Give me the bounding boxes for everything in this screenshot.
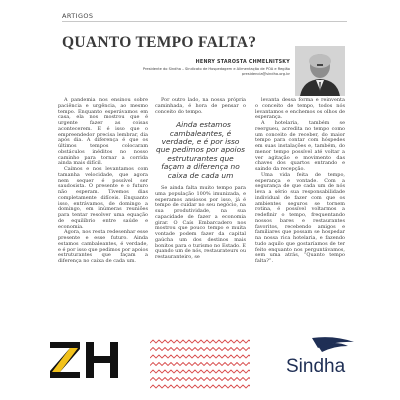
paragraph: Por outro lado, na nossa própria caminhada, é hora de pensar o conceito do tempo. bbox=[155, 97, 246, 115]
paragraph: Agora, nos resta redesenhar esse presente e esse futuro. Ainda estamos cambaleantes, é verdade, e é por isso que pedimos por apoios estruturantes que façam a diferença no caixa de cada um. bbox=[58, 229, 148, 264]
zigzag-line bbox=[150, 385, 250, 388]
zh-logo bbox=[48, 340, 122, 380]
zigzag-line bbox=[150, 348, 250, 351]
section-divider bbox=[62, 21, 347, 22]
article-column-3 bbox=[255, 98, 345, 265]
zigzag-line bbox=[150, 340, 250, 343]
author-portrait bbox=[295, 46, 345, 96]
author-role: Presidente do Sindha – Sindicato de Hospedagem e Alimentação de POA e Região bbox=[142, 67, 290, 71]
article-column-2 bbox=[155, 98, 246, 261]
paragraph: A pandemia nos ensinou sobre paciência e urgência, ao mesmo tempo. Enquanto esperávamos em casa, ela nos mostrou que é urgente fazer as coisas acontecerem. E é isso que o empreendedor precisa lembrar, dia após dia. A diferença é que os últimos tempos colocaram obstáculos inéditos no nosso caminho para tornar a corrida ainda mais difícil. bbox=[58, 97, 148, 167]
zigzag-line bbox=[150, 378, 250, 381]
zigzag-line bbox=[150, 363, 250, 366]
article-column-1 bbox=[58, 98, 148, 265]
paragraph: levanta dessa forma e reinventa o conceito de tempo, todos nós levantamos e enchemos os olhos de esperança. bbox=[255, 97, 345, 121]
paragraph: Se ainda falta muito tempo para uma população 100% imunizada, e esperamos ansiosos por isso, já é tempo de cuidar no seu negócio, na sua produtividade, na sua capacidade de fazer a economia girar. O Caís Embarcadero nos mostrou que pouco tempo e muita vontade podem fazer da capital gaúcha um dos destinos mais bonitos para o turismo no Estado. E quando um de nós, restaurateurs ou restauranteiro, se bbox=[155, 185, 247, 261]
author-name: HENRY STAROSTA CHMELNITSKY bbox=[195, 60, 290, 65]
author-byline bbox=[138, 60, 290, 76]
paragraph: Uma vida feita de tempo, esperança e vontade. Com a segurança de que cada um de nós leva a sério sua responsabilidade individual de fazer com que os ambientes seguros se tornem rotina, é possível voltarmos a redefinir o tempo, frequentando nossos bares e restaurantes favoritos, recebendo amigos e familiares que possam se hospedar na nossa rica hotelaria, e fazendo tudo aquilo que gostaríamos de ter feito enquanto nos perguntávamos, sem uma atrás, “Quanto tempo falta?”. bbox=[255, 171, 345, 264]
sindha-logo bbox=[282, 334, 372, 378]
article-headline: QUANTO TEMPO FALTA? bbox=[62, 34, 257, 51]
author-email: presidencia@sindha.org.br bbox=[241, 72, 290, 76]
section-label: ARTIGOS bbox=[62, 12, 94, 20]
sindha-wordmark: Sindha bbox=[286, 356, 346, 377]
paragraph: A hotelaria, também se reergueu, acredita no tempo como um conceito de receber, do maior tempo para contar com hóspedes em suas instalações e, também, do menor tempo possível até voltar a ver agitação e movimento das chaves dos quartos entrando e saindo da recepção. bbox=[255, 120, 345, 172]
zigzag-decoration bbox=[150, 336, 250, 392]
paragraph: Caímos e nos levantamos com tamanha velocidade, que agora nem sequer é possível ser saudosista. O presente e o futuro não esperam. Tivemos dias completamente difíceis. Enquanto isso, entrávamos, de domingo a domingo, em inúmeras reuniões para tentar resolver uma equação de equilíbrio entre saúde e economia. bbox=[58, 166, 148, 230]
pull-quote: Ainda estamos cambaleantes, é verdade, e é por isso que pedimos por apoios estruturantes que façam a diferença no caixa de cada um bbox=[156, 120, 245, 180]
zigzag-line bbox=[150, 370, 250, 373]
zigzag-line bbox=[150, 355, 250, 358]
